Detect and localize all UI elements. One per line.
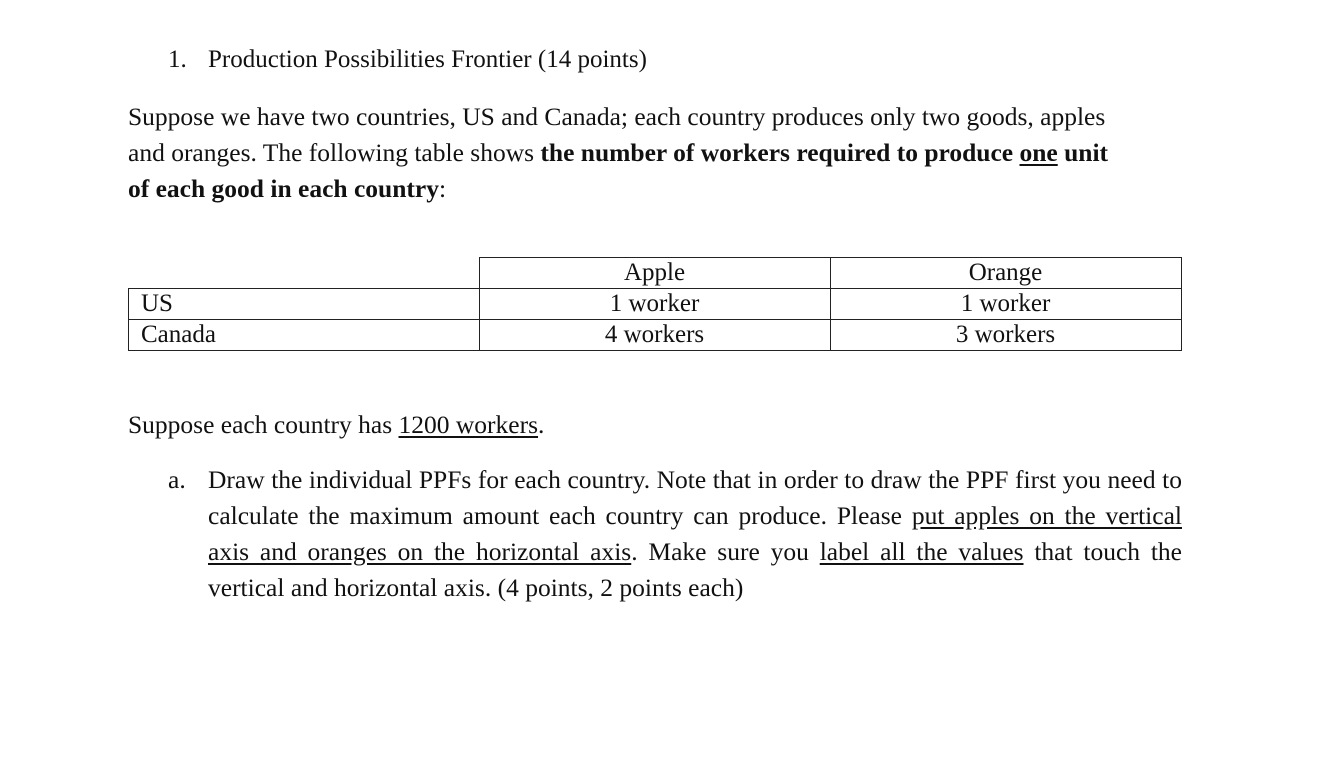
intro-line-1: Suppose we have two countries, US and Canada; each country produces only two goods, apples <box>128 102 1106 131</box>
intro-bold: the number of workers required to produce <box>540 138 1020 167</box>
part-a-label-instruction: label all the values <box>819 537 1024 566</box>
question-heading <box>168 46 647 74</box>
intro-colon: : <box>438 174 447 203</box>
part-a-text-1: Draw the individual PPFs for each country. Note that in order to draw the PPF first you need to calculate the maximum amount each country can produce. Please <box>208 465 1182 530</box>
table-header-orange: Orange <box>830 258 1181 289</box>
table-cell-orange: 3 workers <box>830 320 1181 351</box>
intro-line-2 <box>128 135 1108 171</box>
intro-bold-end: unit <box>1057 138 1109 167</box>
table-row <box>129 320 1182 351</box>
intro-emphasis-one: one <box>1019 138 1058 167</box>
workers-statement <box>128 407 544 443</box>
intro-line-3 <box>128 171 446 207</box>
workers-count: 1200 workers <box>398 410 539 439</box>
part-a-axis-instruction: put apples on the vertical axis and oranges on the horizontal axis <box>208 501 1182 566</box>
part-a-label: a. <box>168 465 186 494</box>
table-header-blank <box>129 258 480 289</box>
table-cell-apple: 4 workers <box>479 320 830 351</box>
question-number: 1. <box>168 46 187 73</box>
intro-text: and oranges. The following table shows <box>128 138 541 167</box>
table-cell-country: US <box>129 289 480 320</box>
table-header-row <box>129 258 1182 289</box>
part-a-text-2: . Make sure you <box>631 537 820 566</box>
workers-suffix: . <box>538 410 545 439</box>
workers-table <box>128 257 1182 351</box>
workers-prefix: Suppose each country has <box>128 410 399 439</box>
table-row <box>129 289 1182 320</box>
table-cell-country: Canada <box>129 320 480 351</box>
table-cell-orange: 1 worker <box>830 289 1181 320</box>
part-a-text <box>208 462 1182 606</box>
intro-bold-3: of each good in each country <box>128 174 439 203</box>
table-header-apple: Apple <box>479 258 830 289</box>
part-a-text-3: that touch the vertical and horizontal axis. (4 points, 2 points each) <box>208 537 1183 602</box>
table-cell-apple: 1 worker <box>479 289 830 320</box>
question-title: Production Possibilities Frontier (14 points) <box>208 46 647 73</box>
